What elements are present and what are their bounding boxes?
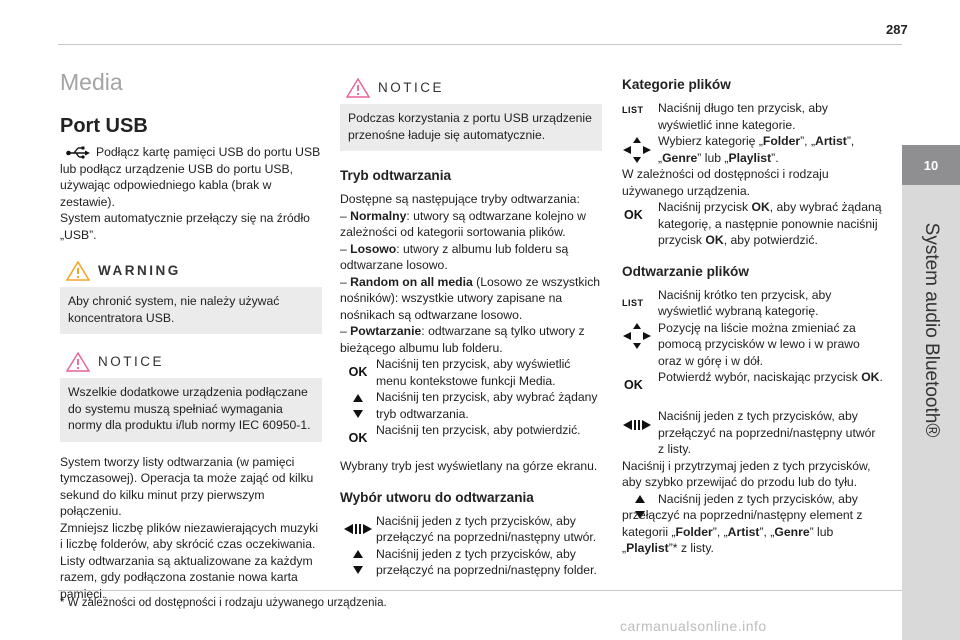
- step-ok-menu-text: Naciśnij ten przycisk, aby wyświetlić menu kontekstowe funkcji Media.: [376, 357, 571, 388]
- odtw-lr-step: [622, 408, 884, 458]
- chapter-title: System audio Bluetooth®: [921, 222, 942, 438]
- notice-box-2: [340, 72, 602, 151]
- usb-instruction: [60, 144, 322, 210]
- heading-tryb: Tryb odtwarzania: [340, 168, 452, 183]
- usb-text: Podłącz kartę pamięci USB do portu USB lub podłącz urządzenie USB do portu USB, używając odpowiedniego kabla (brak w zestawie).: [60, 145, 321, 209]
- odtw-pos-text: Pozycję na liście można zmieniać za pomocą przycisków w lewo i w prawo oraz w górę i w dół.: [658, 320, 860, 368]
- body-text-1: System tworzy listy odtwarzania (w pamięci tymczasowej). Operacja ta może zająć od kilku sekund do kilku minut przy pierwszym połączeniu.: [60, 454, 314, 518]
- odtw-ok-text: Potwierdź wybór, naciskając przycisk OK.: [658, 370, 883, 384]
- notice-header-1: [60, 346, 322, 378]
- wybor-updown-text: Naciśnij jeden z tych przycisków, aby przełączyć na poprzedni/następny folder.: [376, 546, 597, 577]
- notice-header-2: [340, 72, 602, 104]
- wybor-leftright-text: Naciśnij jeden z tych przycisków, aby przełączyć na poprzedni/następny utwór.: [376, 513, 597, 544]
- kat-list-step: [622, 100, 884, 133]
- heading-wybor: Wybór utworu do odtwarzania: [340, 489, 534, 505]
- odtw-ud-text: Naciśnij jeden z tych przycisków, aby przełączyć na poprzedni/następny element z kategorii „Folder”, „Artist”, „Genre” lub „Playlist”* z listy.: [622, 491, 863, 555]
- list-button-icon: LIST: [622, 297, 644, 308]
- notice-triangle-icon: [66, 352, 90, 372]
- step-updown: [340, 389, 602, 422]
- kat-list-text: Naciśnij długo ten przycisk, aby wyświetlić inne kategorie.: [658, 101, 829, 132]
- odtw-list-step: [622, 287, 884, 320]
- notice-text-2: Podczas korzystania z portu USB urządzenie przenośne ładuje się automatycznie.: [348, 111, 592, 142]
- body-text-3: Listy odtwarzania są aktualizowane za każdym razem, gdy podłączona zostanie nowa karta pamięci.: [60, 553, 313, 601]
- section-heading-media: Media: [60, 69, 123, 95]
- warning-title: WARNING: [98, 262, 181, 278]
- usb-autoswitch-text: System automatycznie przełączy się na źródło „USB”.: [60, 211, 310, 242]
- mode-random: – Losowo: utwory z albumu lub folderu są odtwarzane losowo.: [340, 241, 569, 272]
- chapter-tab[interactable]: [902, 145, 960, 185]
- ok-button-icon: OK: [624, 378, 643, 393]
- odtw-lr-text: Naciśnij jeden z tych przycisków, aby przełączyć na poprzedni/następny utwór z listy.: [658, 409, 876, 456]
- up-down-arrows-icon: [340, 389, 376, 422]
- four-way-arrows-icon: [622, 133, 658, 166]
- left-right-arrows-icon: [340, 513, 376, 546]
- column-3: [622, 76, 884, 557]
- chapter-number: 10: [923, 157, 939, 173]
- step-ok-confirm-text: Naciśnij ten przycisk, aby potwierdzić.: [376, 423, 581, 437]
- kat-ok-text: Naciśnij przycisk OK, aby wybrać żądaną kategorię, a następnie ponownie naciśnij przycisk OK, aby potwierdzić.: [658, 200, 882, 247]
- page-number: 287: [886, 22, 908, 37]
- odtw-ud-step: [622, 491, 884, 557]
- subheading-port-usb: Port USB: [60, 115, 148, 137]
- step-updown-text: Naciśnij ten przycisk, aby wybrać żądany tryb odtwarzania.: [376, 390, 598, 421]
- kat-depends-text: W zależności od dostępności i rodzaju używanego urządzenia.: [622, 167, 829, 198]
- warning-text: Aby chronić system, nie należy używać koncentratora USB.: [68, 294, 280, 325]
- tryb-intro: Dostępne są następujące tryby odtwarzania:: [340, 192, 580, 206]
- column-1: [60, 60, 322, 602]
- warning-header: [60, 255, 322, 287]
- notice-title-1: NOTICE: [98, 353, 165, 369]
- list-button-icon: LIST: [622, 104, 644, 115]
- left-right-arrows-icon: [622, 408, 658, 441]
- warning-triangle-icon: [66, 261, 90, 281]
- odtw-list-text: Naciśnij krótko ten przycisk, aby wyświetlić wybraną kategorię.: [658, 287, 832, 318]
- kat-select-text: Wybierz kategorię „Folder”, „Artist”, „Genre” lub „Playlist”.: [658, 134, 855, 165]
- step-ok-confirm: [340, 422, 602, 446]
- notice-text-1: Wszelkie dodatkowe urządzenia podłączane do systemu muszą spełniać wymagania normy dla produktu i/lub normy IEC 60950-1.: [68, 385, 311, 432]
- odtw-pos-step: [622, 320, 884, 370]
- tryb-outro: Wybrany tryb jest wyświetlany na górze ekranu.: [340, 459, 598, 473]
- heading-odtwarzanie: Odtwarzanie plików: [622, 263, 749, 279]
- ok-button-icon: OK: [348, 365, 368, 380]
- odtw-ok-step: [622, 369, 884, 402]
- mode-repeat: – Powtarzanie: odtwarzane są tylko utwory z bieżącego albumu lub folderu.: [340, 324, 585, 355]
- step-ok-menu: [340, 356, 602, 389]
- heading-kategorie: Kategorie plików: [622, 77, 731, 92]
- ok-button-icon: OK: [624, 208, 643, 223]
- kat-select-step: [622, 133, 884, 166]
- kat-ok-step: [622, 199, 884, 249]
- ok-button-icon: OK: [348, 430, 368, 445]
- notice-title-2: NOTICE: [378, 79, 445, 95]
- warning-box: [60, 255, 322, 334]
- notice-triangle-icon: [346, 78, 370, 98]
- footnote: * W zależności od dostępności i rodzaju używanego urządzenia.: [60, 597, 387, 609]
- wybor-leftright: [340, 513, 602, 546]
- mode-normal: – Normalny: utwory są odtwarzane kolejno w zależności od kategorii sortowania plików.: [340, 208, 586, 239]
- top-rule: [58, 44, 902, 45]
- watermark: carmanualsonline.info: [620, 618, 767, 634]
- four-way-arrows-icon: [622, 320, 658, 353]
- wybor-updown: [340, 546, 602, 579]
- column-2: [340, 72, 602, 579]
- up-down-arrows-icon: [340, 546, 376, 579]
- notice-box-1: [60, 346, 322, 442]
- odtw-hold-text: Naciśnij i przytrzymaj jeden z tych przycisków, aby szybko przewijać do przodu lub do tyłu.: [622, 458, 871, 489]
- mode-random-all: – Random on all media (Losowo ze wszystkich nośników): wszystkie utwory zapisane na nośnikach są odtwarzane losowo.: [340, 274, 601, 322]
- body-text-2: Zmniejsz liczbę plików niezawierających muzyki i liczbę folderów, aby skrócić czas oczekiwania.: [60, 520, 319, 551]
